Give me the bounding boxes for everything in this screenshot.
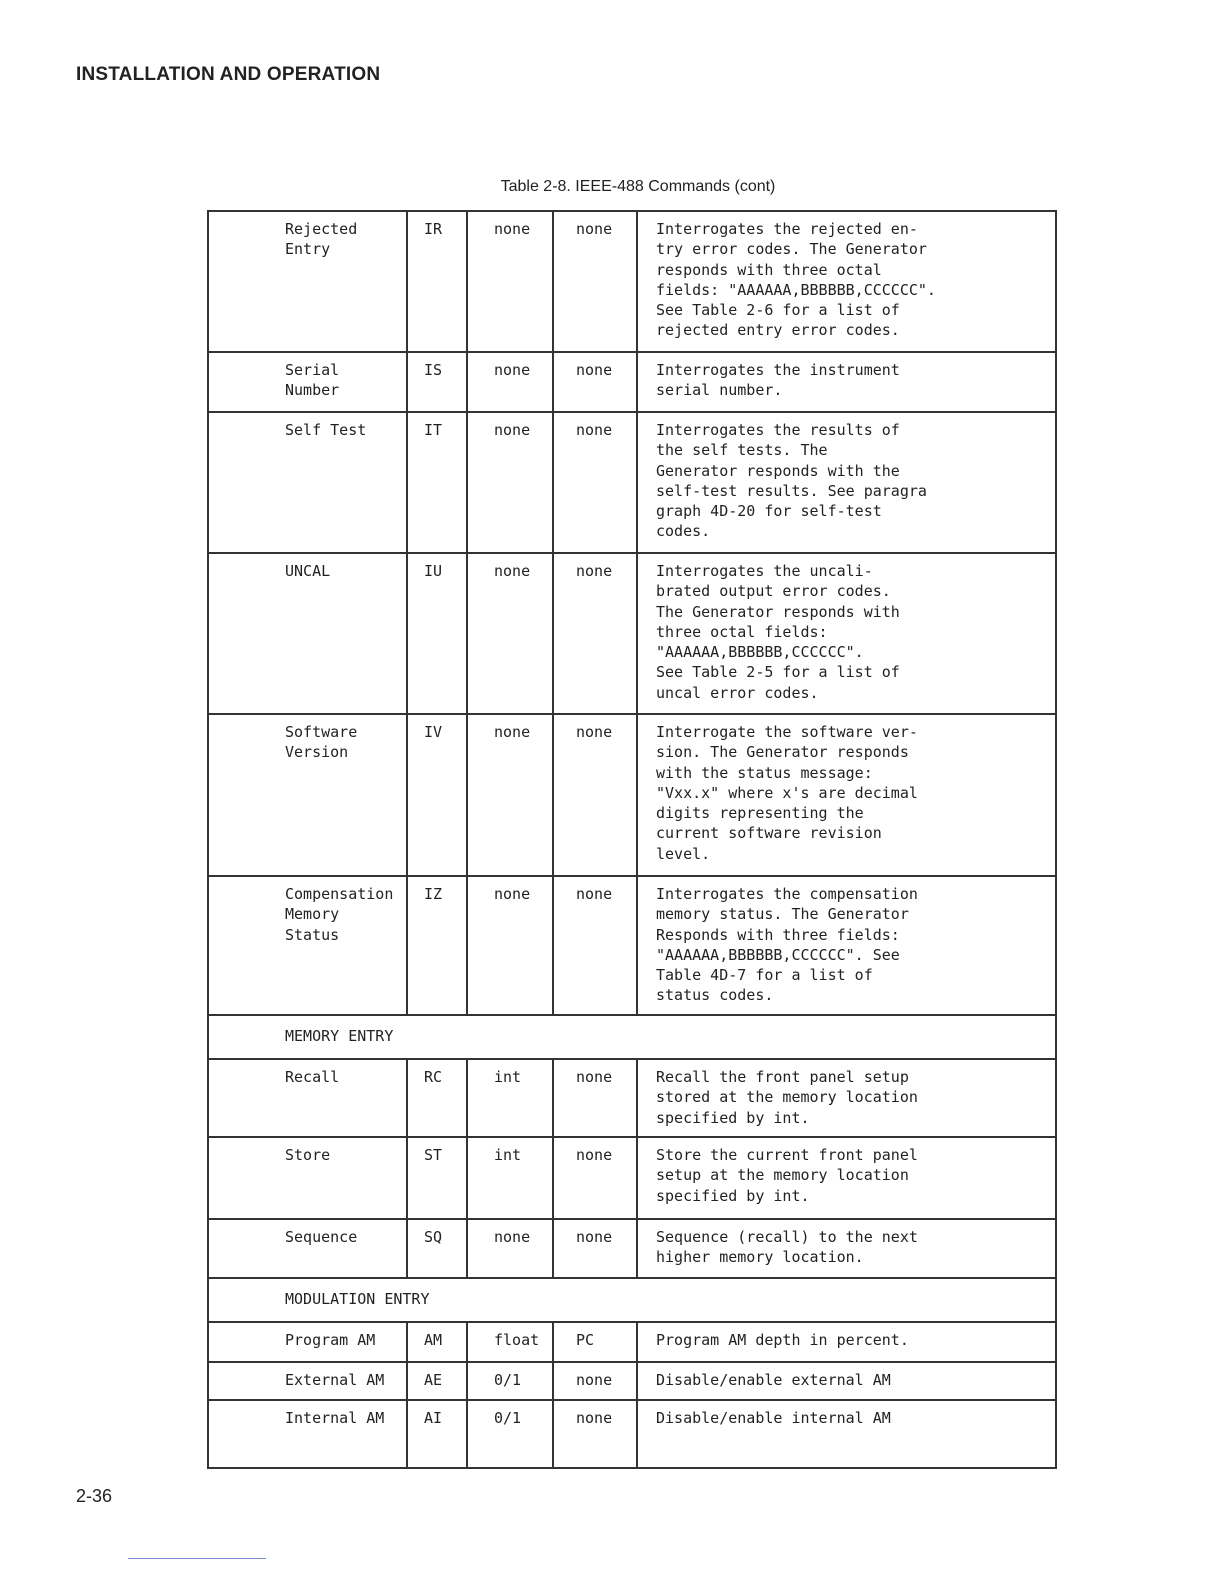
command-argument: int: [467, 1059, 553, 1137]
command-argument: int: [467, 1137, 553, 1219]
command-response: none: [553, 553, 637, 714]
table-caption: Table 2-8. IEEE-488 Commands (cont): [500, 178, 776, 195]
command-name: Software Version: [208, 714, 407, 876]
command-argument: none: [467, 352, 553, 412]
command-name: Store: [208, 1137, 407, 1219]
command-name: UNCAL: [208, 553, 407, 714]
page-header: INSTALLATION AND OPERATION: [76, 64, 381, 85]
section-heading-modulation-entry: MODULATION ENTRY: [208, 1278, 1056, 1322]
command-mnemonic: IS: [407, 352, 467, 412]
command-name: External AM: [208, 1362, 407, 1400]
command-description: Disable/enable external AM: [637, 1362, 1056, 1400]
command-name: Sequence: [208, 1219, 407, 1278]
section-heading-memory-entry: MEMORY ENTRY: [208, 1015, 1056, 1059]
table-row: [208, 1219, 1056, 1278]
command-description: Disable/enable internal AM: [637, 1400, 1056, 1468]
command-mnemonic: IV: [407, 714, 467, 876]
table-row: [208, 1362, 1056, 1400]
command-argument: none: [467, 876, 553, 1015]
table-row: [208, 1137, 1056, 1219]
command-argument: none: [467, 553, 553, 714]
command-response: none: [553, 352, 637, 412]
command-argument: none: [467, 714, 553, 876]
command-description: Program AM depth in percent.: [637, 1322, 1056, 1362]
command-description: Interrogates the instrument serial number.: [637, 352, 1056, 412]
command-name: Compensation Memory Status: [208, 876, 407, 1015]
command-mnemonic: AI: [407, 1400, 467, 1468]
command-response: none: [553, 714, 637, 876]
ieee-488-commands-table: [207, 210, 1057, 1469]
command-mnemonic: IT: [407, 412, 467, 553]
table-row: [208, 553, 1056, 714]
command-argument: 0/1: [467, 1362, 553, 1400]
command-response: none: [553, 1362, 637, 1400]
command-description: Interrogates the compensation memory status. The Generator Responds with three fields: "AAAAAA,BBBBBB,CCCCCC". See Table 4D-7 for a list of status codes.: [637, 876, 1056, 1015]
table-row: [208, 1400, 1056, 1468]
bottom-rule: [128, 1558, 266, 1559]
page-number: 2-36: [76, 1486, 113, 1506]
command-response: none: [553, 1400, 637, 1468]
command-description: Recall the front panel setup stored at the memory location specified by int.: [637, 1059, 1056, 1137]
section-row: [208, 1278, 1056, 1322]
command-name: Program AM: [208, 1322, 407, 1362]
command-response: none: [553, 876, 637, 1015]
command-mnemonic: SQ: [407, 1219, 467, 1278]
command-name: Internal AM: [208, 1400, 407, 1468]
command-name: Serial Number: [208, 352, 407, 412]
command-name: Rejected Entry: [208, 211, 407, 352]
command-response: none: [553, 1059, 637, 1137]
command-name: Recall: [208, 1059, 407, 1137]
command-name: Self Test: [208, 412, 407, 553]
table-row: [208, 876, 1056, 1015]
command-response: none: [553, 412, 637, 553]
table-row: [208, 1322, 1056, 1362]
command-description: Interrogates the uncali- brated output error codes. The Generator responds with three octal fields: "AAAAAA,BBBBBB,CCCCCC". See Table 2-5 for a list of uncal error codes.: [637, 553, 1056, 714]
command-response: none: [553, 1219, 637, 1278]
command-response: none: [553, 1137, 637, 1219]
command-mnemonic: ST: [407, 1137, 467, 1219]
command-argument: 0/1: [467, 1400, 553, 1468]
command-description: Sequence (recall) to the next higher memory location.: [637, 1219, 1056, 1278]
command-mnemonic: AE: [407, 1362, 467, 1400]
command-mnemonic: IZ: [407, 876, 467, 1015]
command-argument: none: [467, 412, 553, 553]
command-response: none: [553, 211, 637, 352]
command-description: Interrogate the software ver- sion. The Generator responds with the status message: "Vxx.x" where x's are decimal digits representing the current software revision level.: [637, 714, 1056, 876]
command-mnemonic: IR: [407, 211, 467, 352]
command-argument: none: [467, 211, 553, 352]
command-mnemonic: RC: [407, 1059, 467, 1137]
command-description: Store the current front panel setup at the memory location specified by int.: [637, 1137, 1056, 1219]
command-response: PC: [553, 1322, 637, 1362]
section-row: [208, 1015, 1056, 1059]
command-mnemonic: AM: [407, 1322, 467, 1362]
command-mnemonic: IU: [407, 553, 467, 714]
table-row: [208, 352, 1056, 412]
command-argument: float: [467, 1322, 553, 1362]
table-row: [208, 714, 1056, 876]
table-row: [208, 1059, 1056, 1137]
command-argument: none: [467, 1219, 553, 1278]
command-description: Interrogates the rejected en- try error codes. The Generator responds with three octal fields: "AAAAAA,BBBBBB,CCCCCC". See Table 2-6 for a list of rejected entry error codes.: [637, 211, 1056, 352]
table-row: [208, 412, 1056, 553]
command-description: Interrogates the results of the self tests. The Generator responds with the self-test results. See paragra graph 4D-20 for self-test codes.: [637, 412, 1056, 553]
table-row: [208, 211, 1056, 352]
